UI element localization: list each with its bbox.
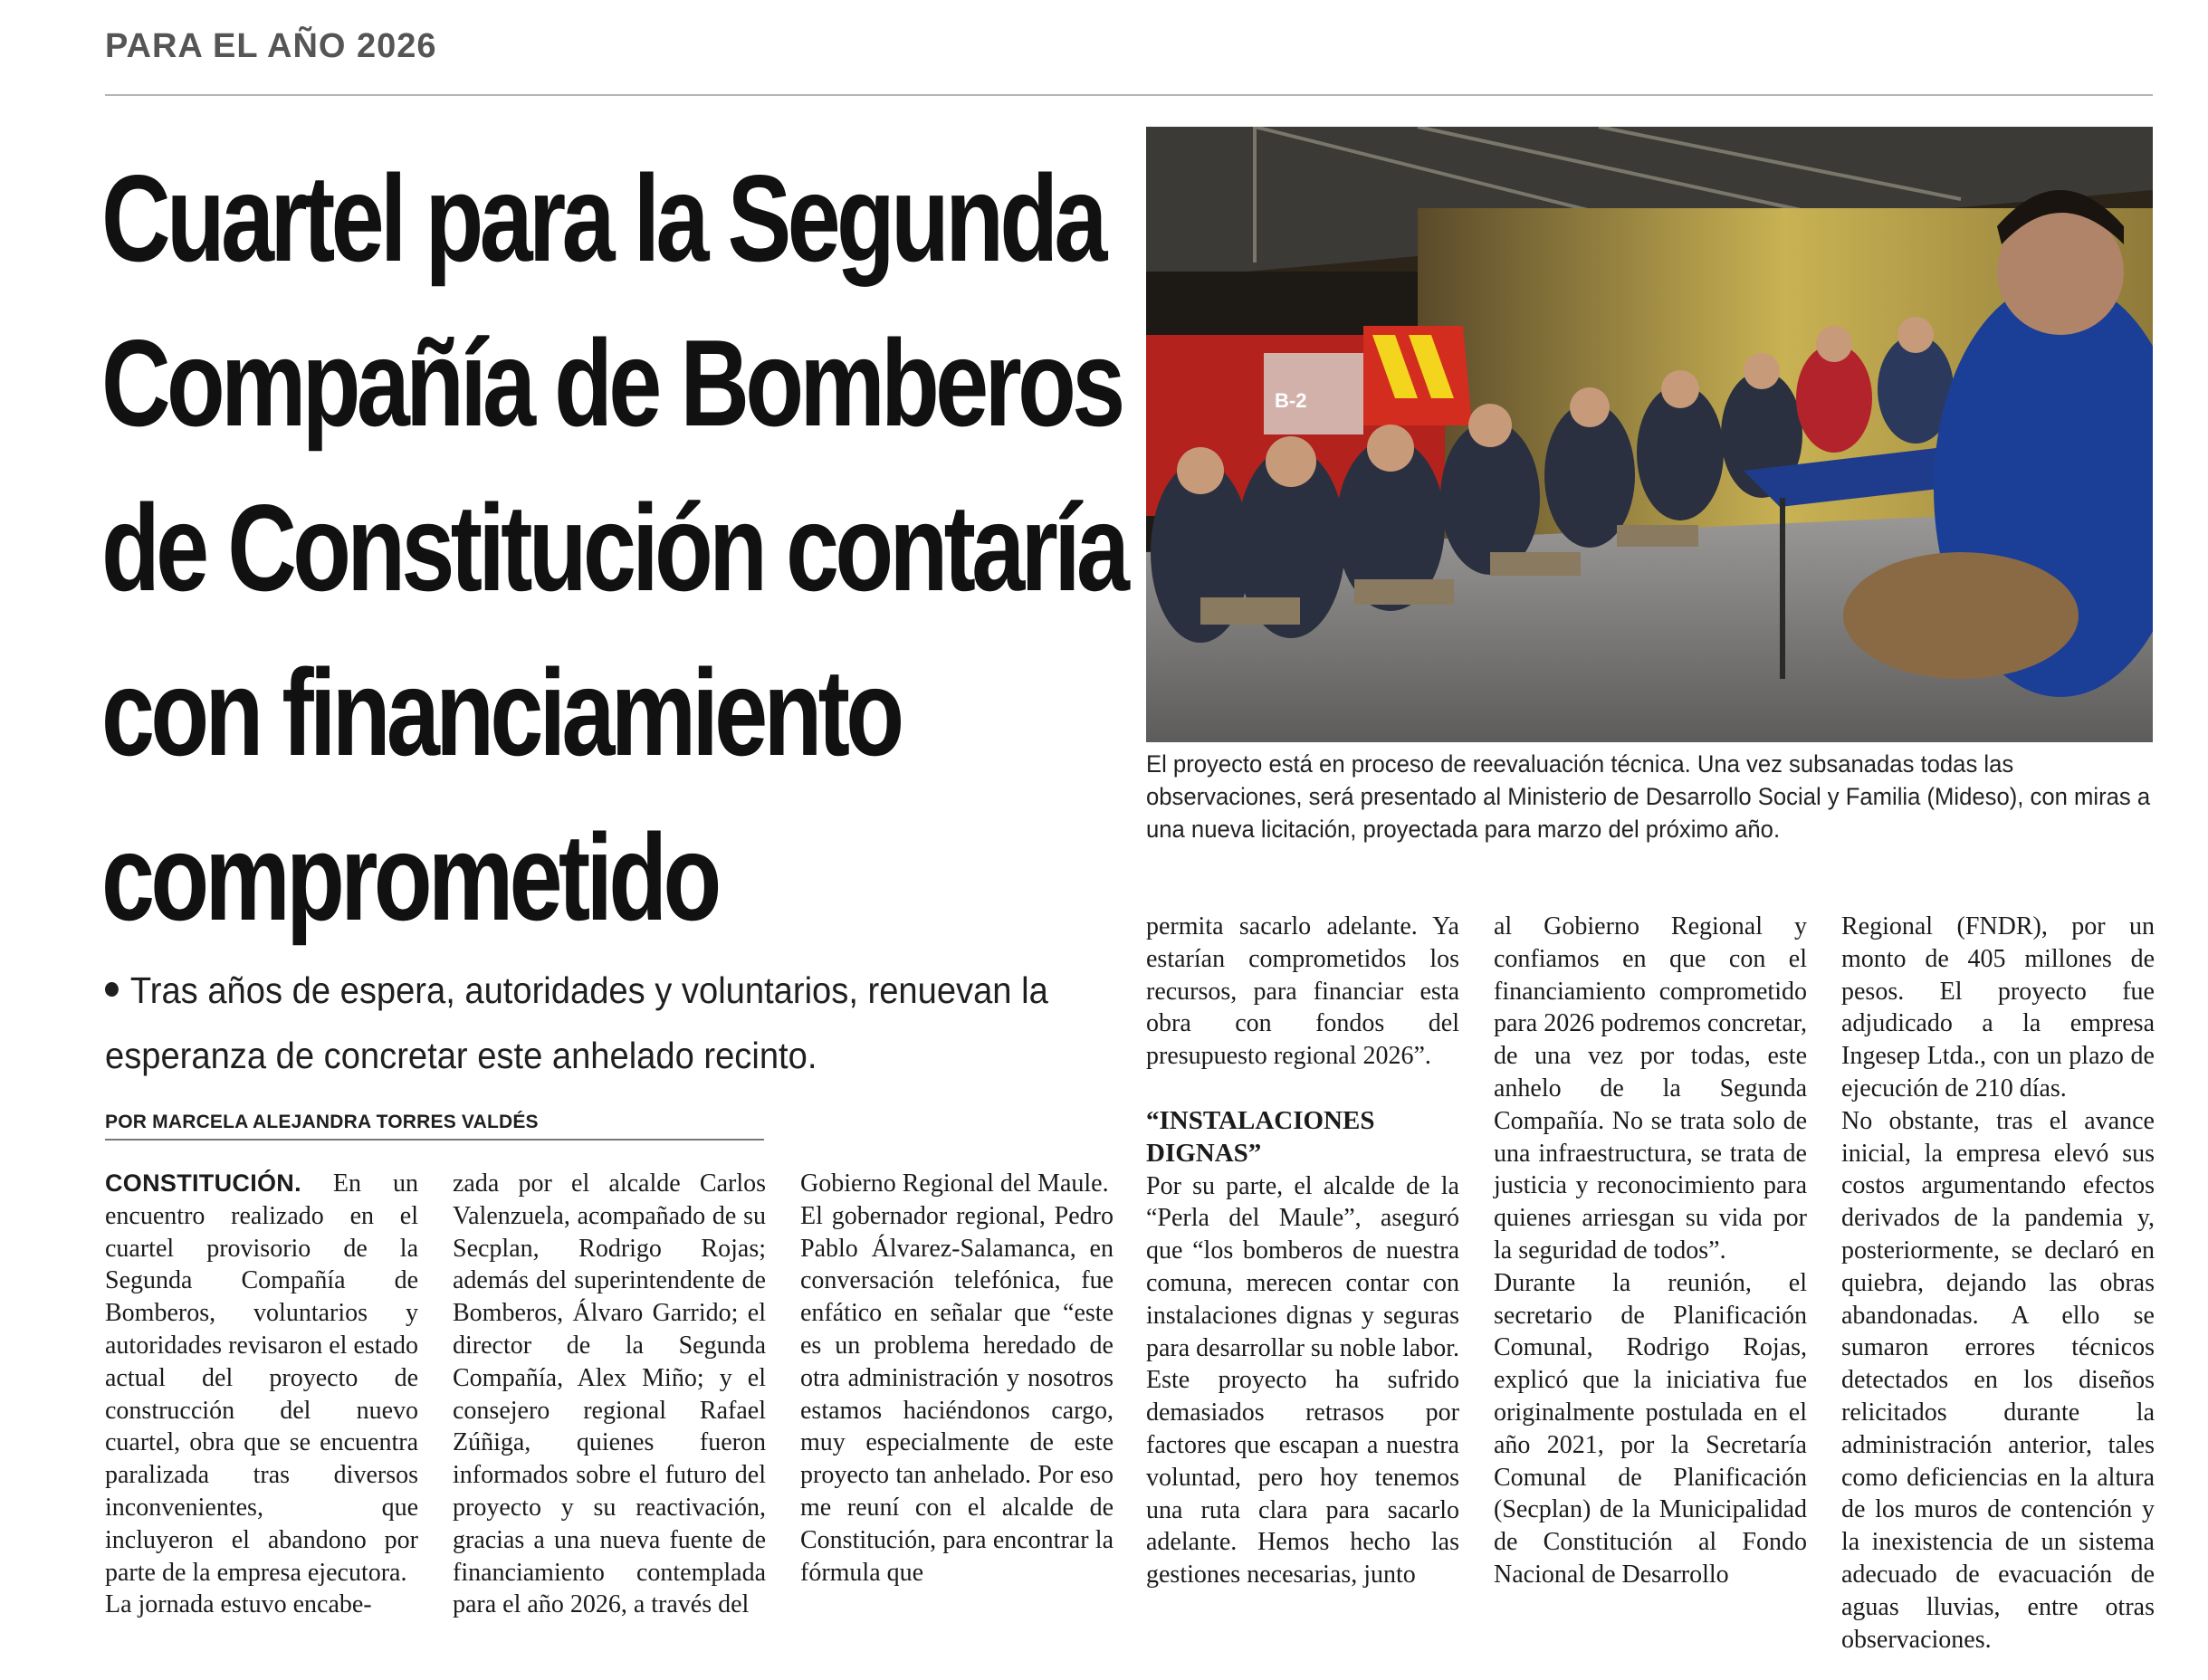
byline-divider — [105, 1139, 764, 1141]
meeting-photo-illustration — [1146, 127, 2153, 742]
section-label: PARA EL AÑO 2026 — [105, 27, 437, 65]
paragraph — [105, 1168, 418, 1589]
news-photo — [1146, 127, 2153, 742]
paragraph: El gobernador regional, Pedro Pablo Álvarez-Salamanca, en conversación telefónica, fue enfático en señalar que “este es un problema heredado de otra administración y nosotros estamos haciéndonos cargo, muy especialmente de este proyecto tan anhelado. Por eso me reuní con el alcalde de Constitución, para encontrar la fórmula que — [800, 1201, 1114, 1587]
paragraph: Regional (FNDR), por un monto de 405 millones de pesos. El proyecto fue adjudicado a la empresa Ingesep Ltda., con un plazo de ejecución de 210 días. — [1841, 912, 2155, 1102]
truck-label: B-2 — [1275, 389, 1307, 412]
top-divider — [105, 94, 2153, 96]
article-column-6 — [1841, 911, 2155, 1656]
article-column-5 — [1494, 911, 1807, 1591]
dateline: CONSTITUCIÓN. — [105, 1169, 301, 1197]
byline: POR MARCELA ALEJANDRA TORRES VALDÉS — [105, 1112, 539, 1132]
article-column-2 — [453, 1168, 766, 1621]
deck-subtitle — [105, 958, 1111, 1088]
paragraph: Durante la reunión, el secretario de Planificación Comunal, Rodrigo Rojas, explicó que la iniciativa fue originalmente postulada en el año 2021, por la Secretaría Comunal de Planificación (Secplan) de la Municipalidad de Constitución al Fondo Nacional de Desarrollo — [1494, 1268, 1807, 1589]
article-column-3 — [800, 1168, 1114, 1589]
article-column-1 — [105, 1168, 418, 1621]
article-column-4 — [1146, 911, 1459, 1591]
deck-text: Tras años de espera, autoridades y voluntarios, renuevan la esperanza de concretar este anhelado recinto. — [105, 969, 1048, 1076]
paragraph: permita sacarlo adelante. Ya estarían comprometidos los recursos, para financiar esta obra con fondos del presupuesto regional 2026”. — [1146, 912, 1459, 1071]
paragraph: Por su parte, el alcalde de la “Perla del Maule”, aseguró que “los bomberos de nuestra comuna, merecen contar con instalaciones dignas y seguras para desarrollar su noble labor. Este proyecto ha sufrido demasiados retrasos por factores que escapan a nuestra voluntad, pero hoy tenemos una ruta clara para sacarlo adelante. Hemos hecho las gestiones necesarias, junto — [1146, 1171, 1459, 1589]
paragraph: al Gobierno Regional y confiamos en que con el financiamiento comprometido para 2026 podremos concretar, de una vez por todas, este anhelo de la Segunda Compañía. No se trata solo de una infraestructura, se trata de justicia y reconocimiento para quienes arriesgan su vida por la seguridad de todos”. — [1494, 912, 1807, 1265]
paragraph: La jornada estuvo encabe- — [105, 1590, 372, 1619]
subheading: “INSTALACIONES DIGNAS” — [1146, 1105, 1375, 1168]
photo-caption: El proyecto está en proceso de reevaluación técnica. Una vez subsanadas todas las observaciones, será presentado al Ministerio de Desarrollo Social y Familia (Mideso), con miras a una nueva licitación, proyectada para marzo del próximo año. — [1146, 750, 2151, 843]
paragraph: zada por el alcalde Carlos Valenzuela, acompañado de su Secplan, Rodrigo Rojas; además del superintendente de Bomberos, Álvaro Garrido; el director de la Segunda Compañía, Alex Miño; y el consejero regional Rafael Zúñiga, quienes fueron informados sobre el futuro del proyecto y su reactivación, gracias a una nueva fuente de financiamiento contemplada para el año 2026, a través del — [453, 1169, 766, 1619]
paragraph: Gobierno Regional del Maule. — [800, 1169, 1109, 1198]
paragraph-text: En un encuentro realizado en el cuartel provisorio de la Segunda Compañía de Bomberos, voluntarios y autoridades revisaron el estado actual del proyecto de construcción del nuevo cuartel, obra que se encuentra paralizada tras diversos inconvenientes, que incluyeron el abandono por parte de la empresa ejecutora. — [105, 1169, 419, 1587]
paragraph: No obstante, tras el avance inicial, la empresa elevó sus costos argumentando efectos derivados de la pandemia y, posteriormente, se declaró en quiebra, dejando las obras abandonadas. A ello se sumaron errores técnicos detectados en los diseños relicitados durante la administración anterior, tales como deficiencias en la altura de los muros de contención y la inexistencia de un sistema adecuado de evacuación de aguas lluvias, entre otras observaciones. — [1841, 1106, 2155, 1654]
headline: Cuartel para la Segunda Compañía de Bomberos de Constitución contaría con financiamiento comprometido — [101, 149, 1126, 946]
bullet-icon — [105, 982, 119, 997]
